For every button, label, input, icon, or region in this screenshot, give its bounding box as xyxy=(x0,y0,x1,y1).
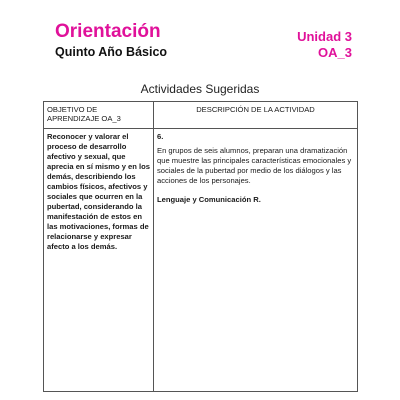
subject-title: Orientación xyxy=(55,21,161,42)
unit-label: Unidad 3 xyxy=(297,29,352,44)
grade-label: Quinto Año Básico xyxy=(55,45,168,59)
activity-text: En grupos de seis alumnos, preparan una dramatización que muestre las principales características emocionales y sociales de la pubertad por medio de los diálogos y las acciones de los personajes. xyxy=(157,146,352,186)
objective-cell: Reconocer y valorar el proceso de desarrollo afectivo y sexual, que aprecia en sí mismo y en los demás, describiendo los cambios físicos, afectivos y sociales que ocurren en la pubertad, considerando la manifestación de estos en las motivaciones, formas de relacionarse y expresar afecto a los demás. xyxy=(44,129,154,392)
table-row xyxy=(44,129,358,392)
subject-connection: Lenguaje y Comunicación R. xyxy=(157,195,261,205)
section-title: Actividades Sugeridas xyxy=(140,82,260,96)
activity-number: 6. xyxy=(157,132,164,141)
objective-column-header: OBJETIVO DE APRENDIZAJE OA_3 xyxy=(44,102,154,129)
oa-code-label: OA_3 xyxy=(318,45,352,60)
description-column-header: DESCRIPCIÓN DE LA ACTIVIDAD xyxy=(154,102,358,129)
description-cell xyxy=(154,129,358,392)
activities-table xyxy=(43,101,358,392)
table-header-row xyxy=(44,102,358,129)
